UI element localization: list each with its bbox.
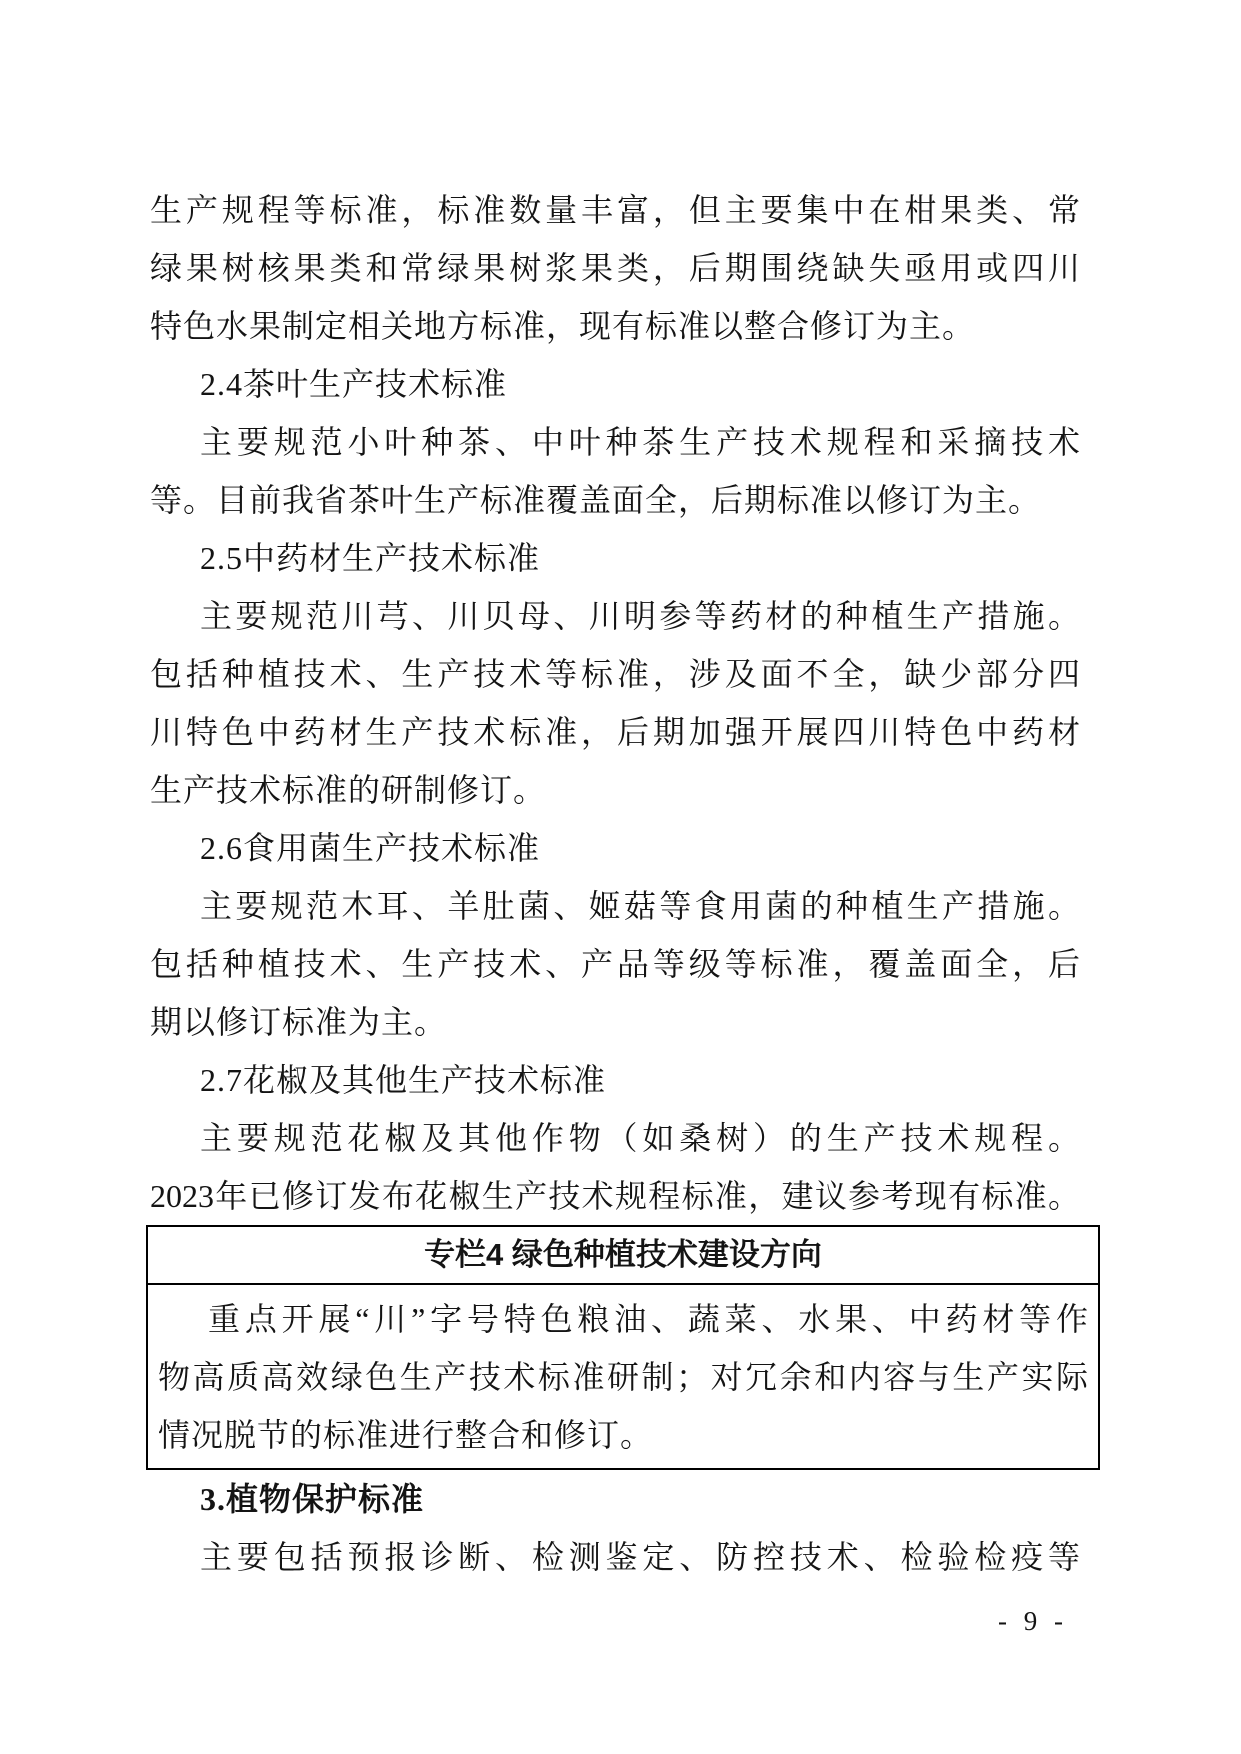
callout-body [148, 1285, 1098, 1468]
body-line: 主要规范川芎、川贝母、川明参等药材的种植生产措施。 [200, 598, 1080, 634]
body-line: 生产技术标准的研制修订。 [150, 772, 547, 808]
section-heading: 2.4茶叶生产技术标准 [200, 366, 508, 402]
callout-line: 重点开展“川”字号特色粮油、蔬菜、水果、中药材等作 [208, 1301, 1088, 1337]
callout-title: 专栏4 绿色种植技术建设方向 [148, 1227, 1098, 1285]
section-heading-bold: 3.植物保护标准 [200, 1481, 425, 1517]
body-line: 绿果树核果类和常绿果树浆果类，后期围绕缺失亟用或四川 [150, 250, 1080, 286]
body-line: 包括种植技术、生产技术等标准，涉及面不全，缺少部分四 [150, 656, 1080, 692]
body-line: 2023年已修订发布花椒生产技术规程标准，建议参考现有标准。 [150, 1178, 1080, 1214]
body-line: 等。目前我省茶叶生产标准覆盖面全，后期标准以修订为主。 [150, 482, 1042, 518]
body-line: 期以修订标准为主。 [150, 1004, 448, 1040]
body-line: 包括种植技术、生产技术、产品等级等标准，覆盖面全，后 [150, 946, 1080, 982]
callout-box [146, 1225, 1100, 1470]
callout-line: 物高质高效绿色生产技术标准研制；对冗余和内容与生产实际 [158, 1359, 1088, 1395]
body-line: 川特色中药材生产技术标准，后期加强开展四川特色中药材 [150, 714, 1080, 750]
document-body [150, 181, 1088, 1586]
body-line: 主要包括预报诊断、检测鉴定、防控技术、检验检疫等 [200, 1539, 1080, 1575]
body-line: 主要规范花椒及其他作物（如桑树）的生产技术规程。 [200, 1120, 1080, 1156]
body-line: 生产规程等标准，标准数量丰富，但主要集中在柑果类、常 [150, 192, 1080, 228]
body-line: 主要规范小叶种茶、中叶种茶生产技术规程和采摘技术 [200, 424, 1080, 460]
body-line: 主要规范木耳、羊肚菌、姬菇等食用菌的种植生产措施。 [200, 888, 1080, 924]
page-number: - 9 - [998, 1606, 1068, 1636]
body-line: 特色水果制定相关地方标准，现有标准以整合修订为主。 [150, 308, 976, 344]
section-heading: 2.6食用菌生产技术标准 [200, 830, 541, 866]
section-heading: 2.7花椒及其他生产技术标准 [200, 1062, 607, 1098]
section-heading: 2.5中药材生产技术标准 [200, 540, 541, 576]
callout-line: 情况脱节的标准进行整合和修订。 [158, 1417, 654, 1453]
